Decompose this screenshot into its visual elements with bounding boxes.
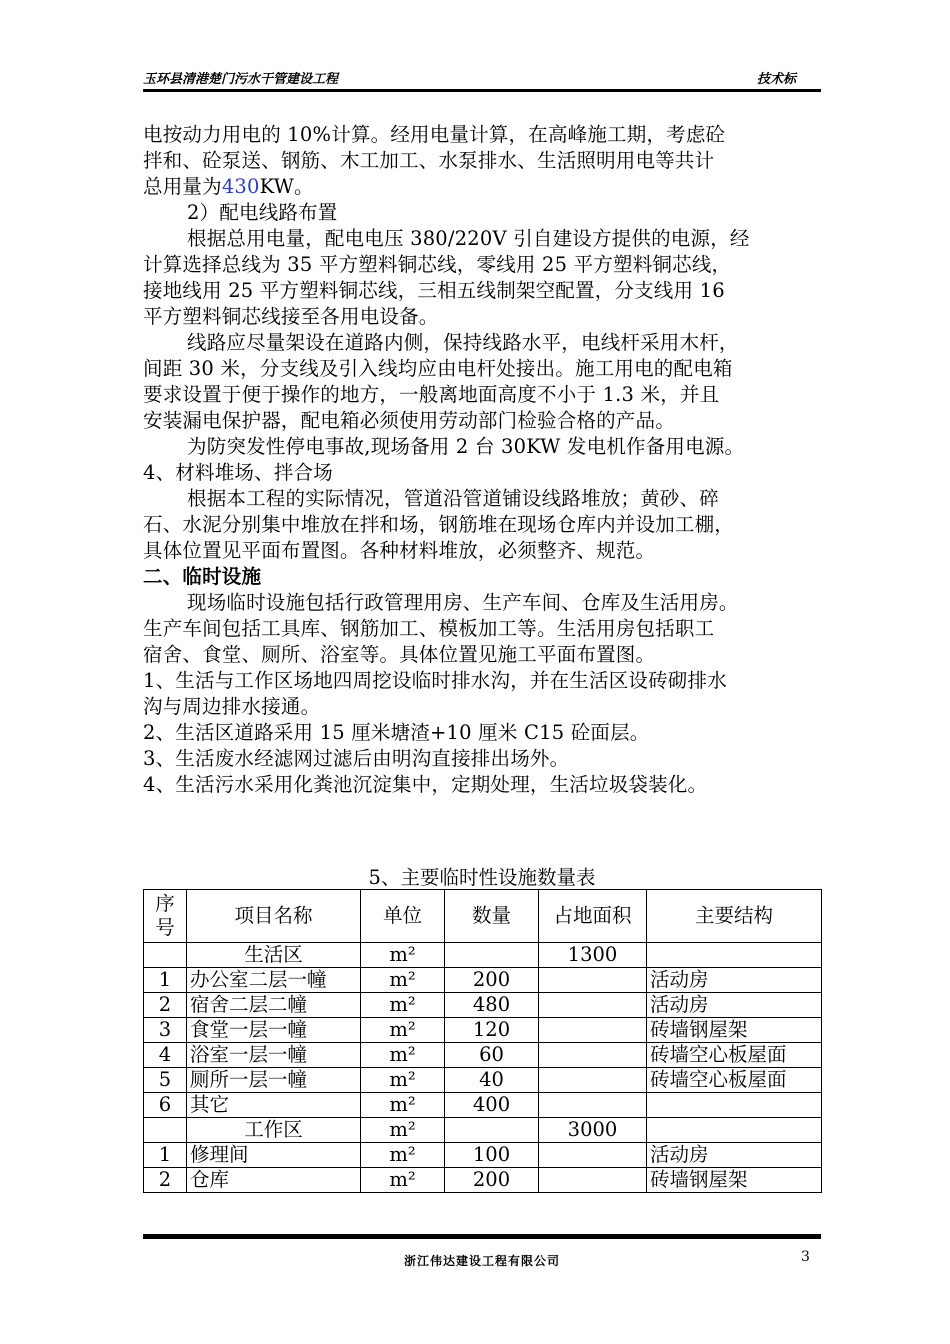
cell-structure: 砖墙钢屋架: [647, 1018, 822, 1043]
body-line: 现场临时设施包括行政管理用房、生产车间、仓库及生活用房。: [187, 591, 739, 614]
cell-index: [144, 1118, 187, 1143]
cell-index: [144, 943, 187, 968]
cell-unit: m²: [361, 1143, 445, 1168]
cell-structure: 砖墙钢屋架: [647, 1168, 822, 1193]
cell-name: 宿舍二层二幢: [187, 993, 361, 1018]
cell-quantity: 200: [445, 968, 539, 993]
page-number: 3: [801, 1249, 810, 1265]
cell-area: [539, 1168, 647, 1193]
body-line: 接地线用 25 平方塑料铜芯线，三相五线制架空配置，分支线用 16: [143, 279, 725, 302]
cell-area: [539, 1043, 647, 1068]
cell-structure: 砖墙空心板屋面: [647, 1043, 822, 1068]
header-cell-index: 序号: [144, 890, 187, 943]
table-row: [144, 1018, 822, 1043]
cell-area: 1300: [539, 943, 647, 968]
cell-index: 2: [144, 993, 187, 1018]
cell-area: [539, 1143, 647, 1168]
document-body: [143, 122, 823, 798]
cell-name: 其它: [187, 1093, 361, 1118]
body-line: [143, 174, 823, 200]
table-row: [144, 1068, 822, 1093]
cell-index: 1: [144, 1143, 187, 1168]
cell-name: 食堂一层一幢: [187, 1018, 361, 1043]
body-line: 间距 30 米，分支线及引入线均应由电杆处接出。施工用电的配电箱: [143, 357, 733, 380]
body-line: 根据总用电量，配电电压 380/220V 引自建设方提供的电源，经: [187, 227, 750, 250]
body-line: 1、生活与工作区场地四周挖设临时排水沟，并在生活区设砖砌排水: [143, 669, 727, 692]
table-row: [144, 1043, 822, 1068]
cell-unit: m²: [361, 993, 445, 1018]
body-line: 石、水泥分别集中堆放在拌和场，钢筋堆在现场仓库内并设加工棚，: [143, 513, 735, 536]
table-row: [144, 1143, 822, 1168]
highlighted-value: 430: [221, 175, 260, 198]
cell-area: [539, 1018, 647, 1043]
cell-unit: m²: [361, 1043, 445, 1068]
cell-quantity: 200: [445, 1168, 539, 1193]
cell-structure: 活动房: [647, 968, 822, 993]
header-project-title: 玉环县清港楚门污水干管建设工程: [143, 72, 339, 87]
cell-quantity: [445, 943, 539, 968]
cell-quantity: 40: [445, 1068, 539, 1093]
cell-quantity: 60: [445, 1043, 539, 1068]
table-row: [144, 1118, 822, 1143]
cell-name: 工作区: [187, 1118, 361, 1143]
cell-structure: [647, 1093, 822, 1118]
body-line: 3、生活废水经滤网过滤后由明沟直接排出场外。: [143, 747, 570, 770]
body-line: 要求设置于便于操作的地方，一般离地面高度不小于 1.3 米，并且: [143, 383, 720, 406]
cell-unit: m²: [361, 1068, 445, 1093]
cell-area: [539, 993, 647, 1018]
cell-quantity: 480: [445, 993, 539, 1018]
cell-structure: [647, 1118, 822, 1143]
cell-name: 修理间: [187, 1143, 361, 1168]
cell-unit: m²: [361, 968, 445, 993]
cell-name: 生活区: [187, 943, 361, 968]
cell-area: [539, 1068, 647, 1093]
header-doc-type: 技术标: [757, 72, 797, 87]
table-caption: 5、主要临时性设施数量表: [368, 866, 596, 889]
body-line: 宿舍、食堂、厕所、浴室等。具体位置见施工平面布置图。: [143, 643, 656, 666]
table-row: [144, 943, 822, 968]
table-row: [144, 1093, 822, 1118]
body-line: 2、生活区道路采用 15 厘米塘渣+10 厘米 C15 砼面层。: [143, 721, 650, 744]
cell-area: [539, 1093, 647, 1118]
cell-name: 仓库: [187, 1168, 361, 1193]
footer-rule: [143, 1234, 821, 1239]
cell-quantity: 100: [445, 1143, 539, 1168]
body-line: 生产车间包括工具库、钢筋加工、模板加工等。生活用房包括职工: [143, 617, 715, 640]
facilities-table: [143, 889, 822, 1193]
subsection-heading: 4、材料堆场、拌合场: [143, 461, 333, 484]
body-line: 电按动力用电的 10%计算。经用电量计算，在高峰施工期，考虑砼: [143, 123, 726, 146]
cell-quantity: 400: [445, 1093, 539, 1118]
header-cell-area: 占地面积: [539, 890, 647, 943]
cell-structure: 砖墙空心板屋面: [647, 1068, 822, 1093]
section-heading: 二、临时设施: [143, 565, 262, 588]
body-line: 根据本工程的实际情况，管道沿管道铺设线路堆放；黄砂、碎: [187, 487, 719, 510]
cell-unit: m²: [361, 1093, 445, 1118]
cell-index: 2: [144, 1168, 187, 1193]
cell-name: 浴室一层一幢: [187, 1043, 361, 1068]
footer-company: 浙江伟达建设工程有限公司: [403, 1254, 560, 1268]
cell-structure: [647, 943, 822, 968]
header-rule: [143, 89, 821, 92]
cell-index: 5: [144, 1068, 187, 1093]
body-line: 线路应尽量架设在道路内侧，保持线路水平，电线杆采用木杆，: [187, 331, 739, 354]
body-line: 为防突发性停电事故,现场备用 2 台 30KW 发电机作备用电源。: [187, 435, 745, 458]
header-cell-name: 项目名称: [187, 890, 361, 943]
cell-area: [539, 968, 647, 993]
cell-structure: 活动房: [647, 993, 822, 1018]
cell-unit: m²: [361, 1018, 445, 1043]
body-line: 具体位置见平面布置图。各种材料堆放，必须整齐、规范。: [143, 539, 656, 562]
cell-name: 办公室二层一幢: [187, 968, 361, 993]
header-cell-unit: 单位: [361, 890, 445, 943]
cell-index: 4: [144, 1043, 187, 1068]
table-row: [144, 968, 822, 993]
body-line-text: KW。: [259, 175, 314, 198]
cell-index: 3: [144, 1018, 187, 1043]
cell-index: 6: [144, 1093, 187, 1118]
table-row: [144, 1168, 822, 1193]
body-line: 拌和、砼泵送、钢筋、木工加工、水泵排水、生活照明用电等共计: [143, 149, 715, 172]
body-line: 4、生活污水采用化粪池沉淀集中，定期处理，生活垃圾袋装化。: [143, 773, 708, 796]
header-cell-quantity: 数量: [445, 890, 539, 943]
table-header-row: [144, 890, 822, 943]
cell-index: 1: [144, 968, 187, 993]
body-line: 计算选择总线为 35 平方塑料铜芯线，零线用 25 平方塑料铜芯线，: [143, 253, 732, 276]
body-line: 平方塑料铜芯线接至各用电设备。: [143, 305, 439, 328]
subsection-heading: 2）配电线路布置: [187, 201, 338, 224]
cell-quantity: 120: [445, 1018, 539, 1043]
cell-unit: m²: [361, 1168, 445, 1193]
cell-unit: m²: [361, 1118, 445, 1143]
cell-area: 3000: [539, 1118, 647, 1143]
cell-quantity: [445, 1118, 539, 1143]
header-cell-structure: 主要结构: [647, 890, 822, 943]
body-line-text: 总用量为: [143, 175, 222, 198]
table-row: [144, 993, 822, 1018]
cell-unit: m²: [361, 943, 445, 968]
body-line: 安装漏电保护器，配电箱必须使用劳动部门检验合格的产品。: [143, 409, 675, 432]
body-line: 沟与周边排水接通。: [143, 695, 321, 718]
cell-name: 厕所一层一幢: [187, 1068, 361, 1093]
cell-structure: 活动房: [647, 1143, 822, 1168]
